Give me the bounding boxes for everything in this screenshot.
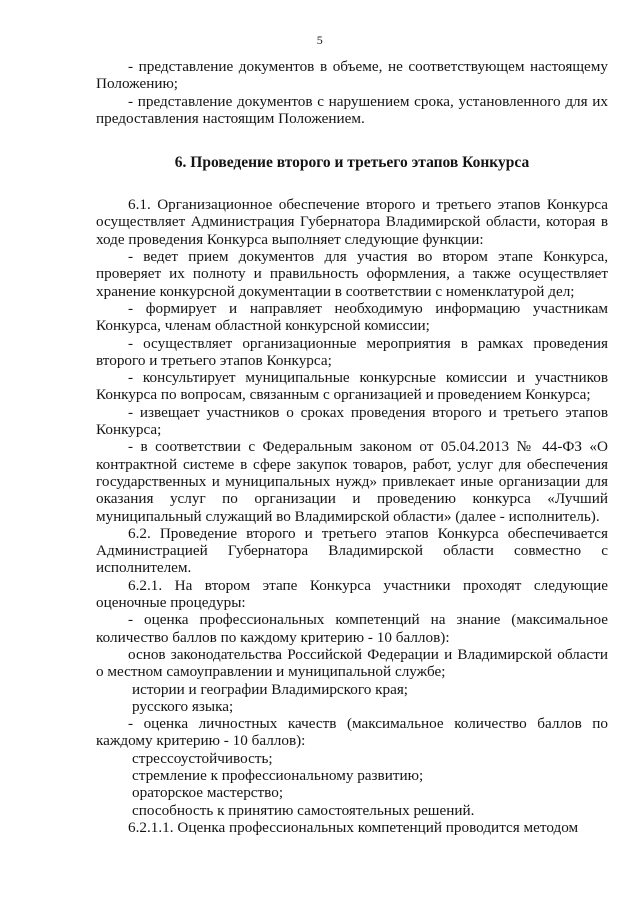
paragraph: - консультирует муниципальные конкурсные комиссии и участников Конкурса по вопросам, связанным с организацией и проведением Конкурса;	[96, 369, 608, 404]
paragraph: 6.2. Проведение второго и третьего этапов Конкурса обеспечивается Администрацией Губернатора Владимирской области совместно с исполнителем.	[96, 524, 608, 577]
list-item: русского языка;	[132, 697, 234, 715]
section-heading: 6. Проведение второго и третьего этапов Конкурса	[174, 154, 530, 172]
paragraph: 6.1. Организационное обеспечение второго и третьего этапов Конкурса осуществляет Администрация Губернатора Владимирской области, которая в ходе проведения Конкурса выполняет следующие функции:	[96, 196, 608, 248]
paragraph: 6.2.1. На втором этапе Конкурса участники проходят следующие оценочные процедуры:	[96, 576, 608, 612]
list-item: ораторское мастерство;	[132, 784, 284, 802]
paragraph: - осуществляет организационные мероприятия в рамках проведения второго и третьего этапов Конкурса;	[96, 334, 608, 369]
paragraph: - оценка профессиональных компетенций на знание (максимальное количество баллов по каждому критерию - 10 баллов):	[96, 611, 608, 646]
paragraph: 6.2.1.1. Оценка профессиональных компетенций проводится методом	[128, 818, 579, 836]
page-number: 5	[316, 33, 324, 47]
paragraph: - формирует и направляет необходимую информацию участникам Конкурса, членам областной конкурсной комиссии;	[96, 299, 608, 335]
list-item: основ законодательства Российской Федерации и Владимирской области о местном самоуправлении и муниципальной службе;	[96, 645, 608, 681]
list-item: стрессоустойчивость;	[132, 749, 273, 767]
list-item: истории и географии Владимирского края;	[132, 680, 409, 698]
paragraph: - оценка личностных качеств (максимальное количество баллов по каждому критерию - 10 баллов):	[96, 715, 608, 750]
paragraph: - ведет прием документов для участия во втором этапе Конкурса, проверяет их полноту и правильность оформления, а также осуществляет хранение конкурсной документации в соответствии с номенклатурой дел;	[96, 248, 608, 300]
paragraph: - извещает участников о сроках проведения второго и третьего этапов Конкурса;	[96, 403, 608, 439]
page-body	[96, 58, 608, 836]
list-item: стремление к профессиональному развитию;	[132, 766, 424, 784]
paragraph: - представление документов в объеме, не соответствующем настоящему Положению;	[96, 58, 608, 93]
list-item: способность к принятию самостоятельных решений.	[132, 801, 475, 819]
paragraph: - в соответствии с Федеральным законом от 05.04.2013 № 44-ФЗ «О контрактной системе в сфере закупок товаров, работ, услуг для обеспечения государственных и муниципальных нужд» привлекает иные организации для оказания услуг по организации и проведению конкурса «Лучший муниципальный служащий во Владимирской области» (далее - исполнитель).	[96, 438, 608, 525]
paragraph: - представление документов с нарушением срока, установленного для их предоставления настоящим Положением.	[96, 92, 608, 127]
